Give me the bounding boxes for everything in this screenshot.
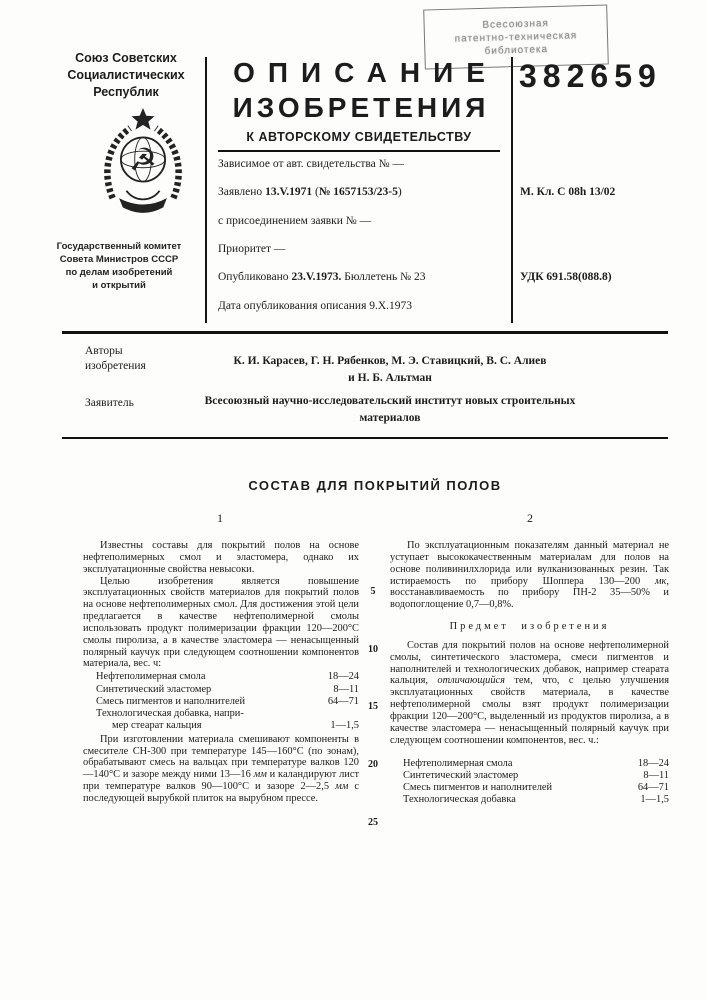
text-run: ( <box>312 186 319 198</box>
committee-line: и открытий <box>92 280 146 291</box>
component-row <box>403 758 669 770</box>
applicant-name-line: Всесоюзный научно-исследовательский институт новых строительных <box>204 395 576 407</box>
text-run: тем, что, с целью улучшения эксплуатационных свойств материала, в качестве нефтеполимерной смолы взят продукт полимеризации фракции 120—200°С, выделенный из продуктов пиролиза, а в качестве эластомера — ненасыщенный полярный каучук при следующем соотношении компонентов, вес. ч.: <box>390 675 669 746</box>
vertical-rule-left <box>205 57 207 323</box>
component-row <box>96 671 359 683</box>
union-name-line: Союз Советских <box>75 51 177 65</box>
component-row <box>96 720 359 732</box>
text-run: При изготовлении материала смешивают компоненты в смесителе СН-300 при температуре 145—160°С (по зонам), обрабатывают смесь на вальцах при температуре валков 120—140°С и зазоре между ними 13—16 <box>83 733 359 781</box>
text-run: 13.V.1971 <box>265 186 313 198</box>
component-row <box>403 782 669 794</box>
text-run: мм <box>253 769 267 781</box>
invention-title: СОСТАВ ДЛЯ ПОКРЫТИЙ ПОЛОВ <box>248 478 502 493</box>
text-run: и каландируют лист при температуре валков 90—100°С и зазоре 2—2,5 <box>83 769 359 793</box>
authors-names-line: и Н. Б. Альтман <box>348 372 432 384</box>
authors-label <box>85 344 146 374</box>
text-run: отличающийся <box>437 675 505 687</box>
authors-names-line: К. И. Карасев, Г. Н. Рябенков, М. Э. Ставицкий, В. С. Алиев <box>233 355 547 367</box>
component-name: Технологическая добавка <box>403 794 516 806</box>
doc-subtitle: К АВТОРСКОМУ СВИДЕТЕЛЬСТВУ <box>218 130 500 152</box>
paragraph-invention-goal: Целью изобретения является повышение эксплуатационных свойств материалов для покрытий полов на основе нефтеполимерных смол. Для достижения этой цели предлагается в качестве нефтеполимерной смолы использовать продукт полимеризации фракции 120—200°С смолы пиролиза, а в качестве эластомера — ненасыщенный полярный каучук при следующем соотношении компонентов материала, вес. ч: <box>83 575 359 670</box>
component-row <box>96 708 359 720</box>
component-row <box>403 794 669 806</box>
claim-heading: Предмет изобретения <box>449 621 610 633</box>
column-2-number: 2 <box>527 511 533 525</box>
vertical-rule-right <box>511 57 513 323</box>
component-name: Нефтеполимерная смола <box>96 671 206 683</box>
line-number-15: 15 <box>368 701 378 712</box>
text-run: № 1657153/23-5 <box>318 186 398 198</box>
committee-line: по делам изобретений <box>65 267 173 278</box>
union-name-line: Республик <box>93 85 159 99</box>
text-run: По эксплуатационным показателям данный материал не уступает высококачественным материалам для полов на основе поливинилхлорида или вулканизованных резин. Так истираемость по прибору Шоппера 130—200 <box>390 540 669 587</box>
component-name: Технологическая добавка, напри- <box>96 708 244 720</box>
classification-code: М. Кл. С 08h 13/02 <box>520 186 616 198</box>
ussr-state-emblem-icon <box>97 106 189 224</box>
paragraph-performance <box>390 540 669 611</box>
section-divider-top <box>62 331 668 334</box>
component-name: Нефтеполимерная смола <box>403 757 513 769</box>
applicant-name <box>150 393 630 427</box>
stamp-line: библиотека <box>484 43 549 57</box>
text-run: мк <box>654 575 667 587</box>
component-row <box>96 696 359 708</box>
patent-number: 382659 <box>519 58 662 94</box>
biblio-dependent-certificate: Зависимое от авт. свидетельства № — <box>218 158 405 170</box>
section-divider-bottom <box>62 437 668 439</box>
committee-line: Государственный комитет <box>56 241 182 252</box>
right-column <box>390 540 669 808</box>
authors-label-line: изобретения <box>85 360 146 372</box>
components-table-right <box>403 758 669 807</box>
udk-code: УДК 691.58(088.8) <box>520 271 612 283</box>
component-row <box>403 770 669 782</box>
component-amount <box>311 708 359 720</box>
left-column <box>83 540 359 805</box>
component-amount: 8—11 <box>643 769 669 781</box>
component-name: Синтетический эластомер <box>403 769 519 781</box>
component-amount: 8—11 <box>333 683 359 695</box>
paragraph-claim <box>390 640 669 747</box>
stamp-line: патентно-техническая <box>454 29 578 45</box>
biblio-attached-application: с присоединением заявки № — <box>218 215 372 227</box>
biblio-application-filed <box>218 186 506 198</box>
biblio-publication-date: Дата опубликования описания 9.X.1973 <box>218 300 413 312</box>
paragraph-known-compositions: Известны составы для покрытий полов на основе нефтеполимерных смол и эластомера, однако их эксплуатационные свойства невысоки. <box>83 540 359 575</box>
paragraph-manufacturing <box>83 734 359 805</box>
union-name <box>57 50 195 101</box>
text-run: ) <box>397 186 402 198</box>
component-amount: 1—1,5 <box>330 720 359 732</box>
text-run: Состав для покрытий полов на основе нефтеполимерной смолы, синтетического эластомера, смеси пигментов и наполнителей и технологических добавок, например стеарата кальция, <box>390 639 669 687</box>
column-1-number: 1 <box>217 511 223 525</box>
text-run: с последующей вырубкой плиток на вырубном прессе. <box>83 781 359 804</box>
committee-name <box>36 240 202 292</box>
component-amount: 18—24 <box>327 671 359 683</box>
text-run: Бюллетень № 23 <box>341 271 426 283</box>
applicant-name-line: материалов <box>359 412 421 424</box>
spacer <box>390 747 669 757</box>
union-name-line: Социалистических <box>67 68 185 82</box>
doc-type-title-line1: ОПИСАНИЕ <box>233 57 498 88</box>
text-run: 23.V.1973. <box>291 271 342 283</box>
component-row <box>96 684 359 696</box>
component-name: Смесь пигментов и наполнителей <box>96 695 246 707</box>
component-amount: 18—24 <box>637 757 669 769</box>
line-number-20: 20 <box>368 759 378 770</box>
component-name: Синтетический эластомер <box>96 683 212 695</box>
doc-type-title-line2: ИЗОБРЕТЕНИЯ <box>232 92 490 123</box>
component-amount: 64—71 <box>327 695 359 707</box>
svg-text:☭: ☭ <box>128 142 158 179</box>
applicant-label: Заявитель <box>85 397 134 409</box>
line-number-10: 10 <box>368 644 378 655</box>
biblio-priority: Приоритет — <box>218 243 286 255</box>
text-run: Заявлено <box>218 186 266 198</box>
authors-names <box>150 353 630 387</box>
components-table-left <box>96 671 359 732</box>
component-amount: 64—71 <box>637 782 669 794</box>
line-number-5: 5 <box>370 586 376 597</box>
text-run: Опубликовано <box>218 271 292 283</box>
committee-line: Совета Министров СССР <box>59 254 179 265</box>
biblio-published <box>218 271 506 283</box>
component-name: Смесь пигментов и наполнителей <box>403 782 553 794</box>
text-run: мм <box>335 781 349 793</box>
component-name: мер стеарат кальция <box>112 720 202 732</box>
text-run: , восстанавливаемость по прибору ПН-2 35—50% и водопоглощение 0,7—0,8%. <box>390 575 669 611</box>
line-number-25: 25 <box>368 817 378 828</box>
component-amount: 1—1,5 <box>640 794 669 806</box>
authors-label-line: Авторы <box>85 345 123 357</box>
stamp-line: Всесоюзная <box>482 17 550 31</box>
